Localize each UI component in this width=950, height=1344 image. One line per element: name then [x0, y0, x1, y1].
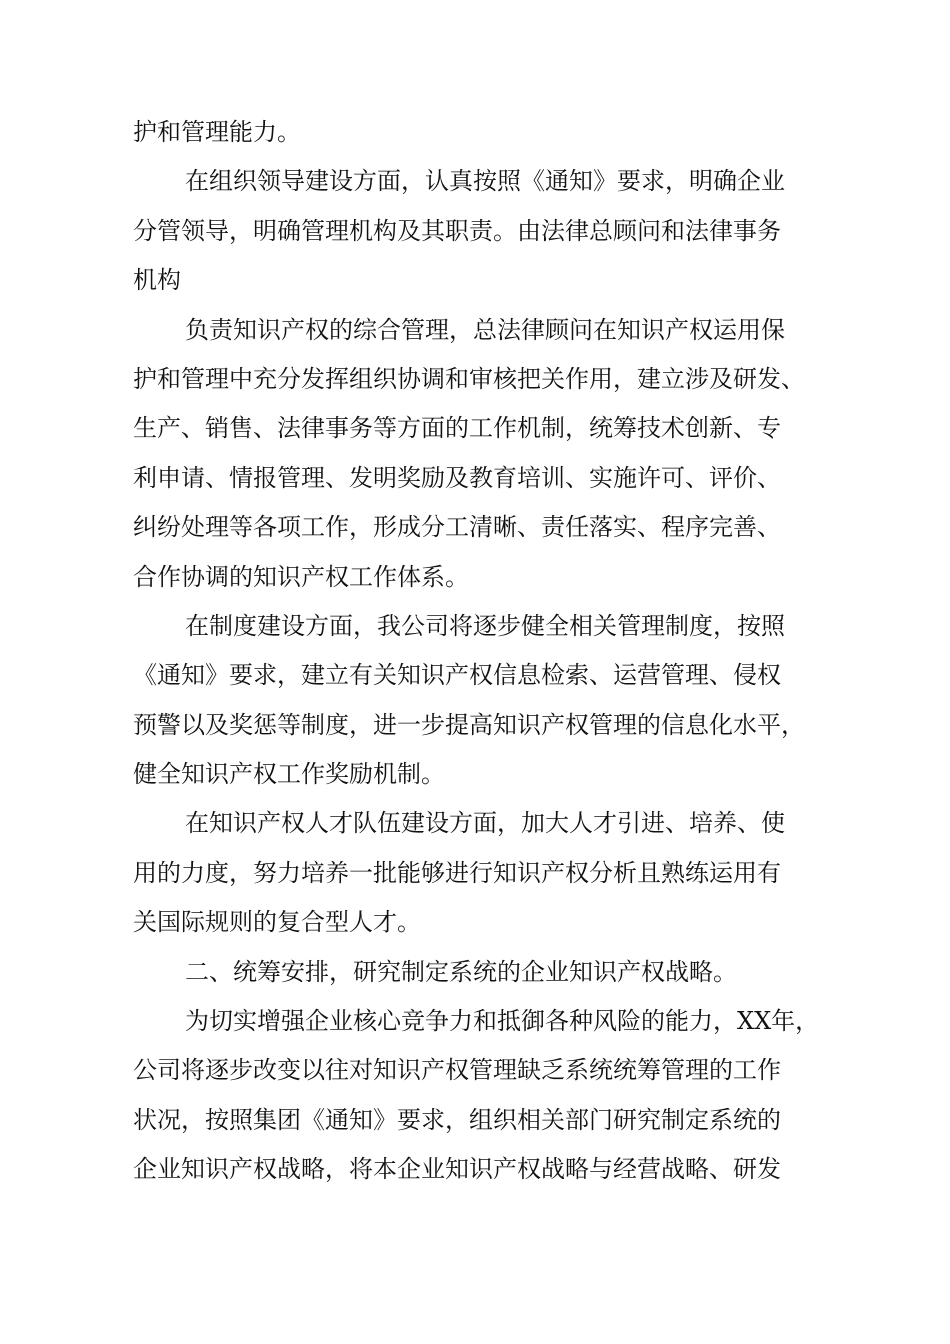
paragraph-line: 纠纷处理等各项工作，形成分工清晰、责任落实、程序完善、 [133, 513, 781, 542]
paragraph-line: 合作协调的知识产权工作体系。 [133, 562, 469, 591]
paragraph-first-line: 负责知识产权的综合管理，总法律顾问在知识产权运用保 [185, 315, 785, 344]
paragraph-line: 预警以及奖惩等制度，进一步提高知识产权管理的信息化水平， [133, 710, 805, 739]
paragraph-first-line: 在组织领导建设方面，认真按照《通知》要求，明确企业 [185, 167, 785, 196]
paragraph-first-line: 在知识产权人才队伍建设方面，加大人才引进、培养、使 [185, 809, 785, 838]
paragraph-line: 利申请、情报管理、发明奖励及教育培训、实施许可、评价、 [133, 463, 781, 492]
paragraph-line: 公司将逐步改变以往对知识产权管理缺乏系统统筹管理的工作 [133, 1056, 781, 1085]
paragraph-line: 护和管理中充分发挥组织协调和审核把关作用，建立涉及研发、 [133, 364, 805, 393]
paragraph-first-line: 二、统筹安排，研究制定系统的企业知识产权战略。 [185, 957, 737, 986]
paragraph-line: 状况，按照集团《通知》要求，组织相关部门研究制定系统的 [133, 1105, 781, 1134]
paragraph-first-line: 在制度建设方面，我公司将逐步健全相关管理制度，按照 [185, 611, 785, 640]
paragraph-line: 生产、销售、法律事务等方面的工作机制，统筹技术创新、专 [133, 414, 781, 443]
paragraph-line: 《通知》要求，建立有关知识产权信息检索、运营管理、侵权 [133, 661, 781, 690]
paragraph-line: 用的力度，努力培养一批能够进行知识产权分析且熟练运用有 [133, 858, 781, 887]
paragraph-first-line: 为切实增强企业核心竞争力和抵御各种风险的能力，XX年， [185, 1007, 820, 1036]
paragraph-line: 机构 [133, 266, 181, 295]
paragraph-line: 健全知识产权工作奖励机制。 [133, 760, 445, 789]
paragraph-line: 关国际规则的复合型人才。 [133, 908, 421, 937]
paragraph-line: 分管领导，明确管理机构及其职责。由法律总顾问和法律事务 [133, 216, 781, 245]
paragraph-line: 护和管理能力。 [133, 118, 301, 146]
document-body [133, 108, 833, 1195]
paragraph-line: 企业知识产权战略，将本企业知识产权战略与经营战略、研发 [133, 1155, 781, 1184]
